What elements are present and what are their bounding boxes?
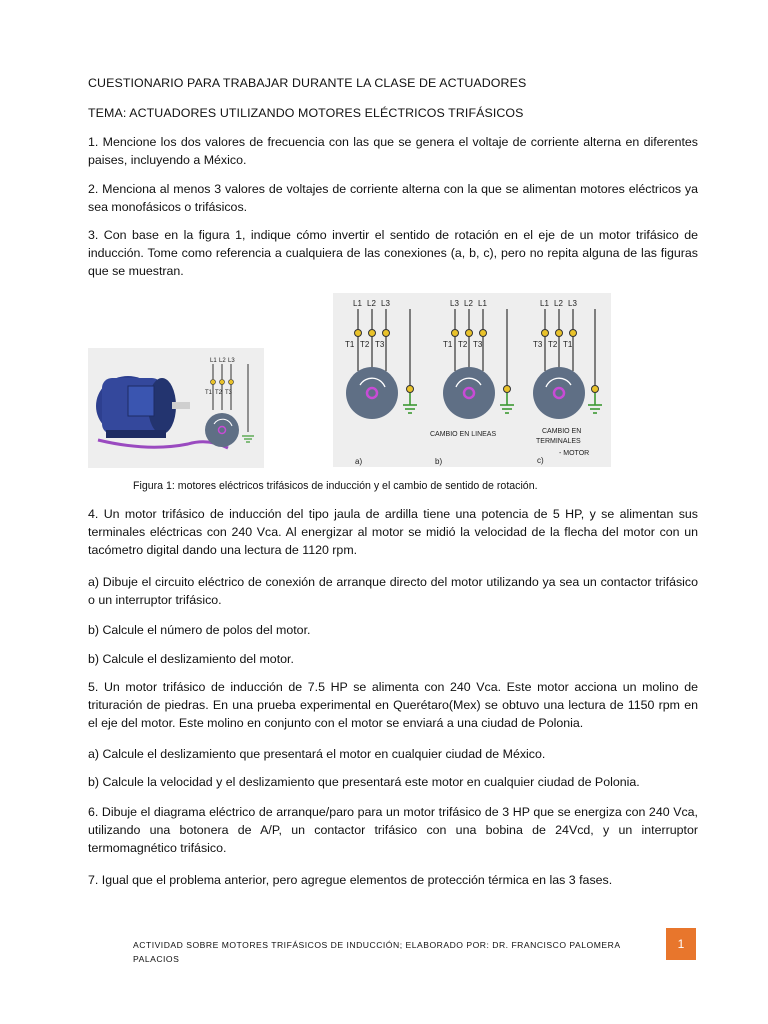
c-term-3: T1 <box>563 340 573 349</box>
question-4: 4. Un motor trifásico de inducción del tipo jaula de ardilla tiene una potencia de 5 HP, y se alimentan sus terminales eléctricas con 240 Vca. Al energizar al motor se midió la velocidad de la flecha del motor con un tacómetro digital dando una lectura de 1120 rpm. <box>88 507 698 557</box>
question-1: 1. Mencione los dos valores de frecuencia con las que se genera el voltaje de corriente alterna en diferentes paises, incluyendo a México. <box>88 135 698 167</box>
panel-a-label: a) <box>355 457 363 466</box>
c-term-2: T2 <box>548 340 558 349</box>
page-footer: ACTIVIDAD SOBRE MOTORES TRIFÁSICOS DE INDUCCIÓN; ELABORADO POR: DR. FRANCISCO PALOMERA PALACIOS <box>133 940 621 964</box>
question-3: 3. Con base en la figura 1, indique cómo invertir el sentido de rotación en el eje de un motor trifásico de inducción. Tome como referencia a cualquiera de las conexiones (a, b, c), pero no repita alguna de las figuras que se muestran. <box>88 228 698 278</box>
small-term-T3: T3 <box>225 390 233 396</box>
c-line-2: L2 <box>554 299 563 308</box>
question-6: 6. Dibuje el diagrama eléctrico de arranque/paro para un motor trifásico de 3 HP que se energiza con 240 Vca, utilizando una botonera de A/P, un contactor trifásico con una bobina de 24Vcd, y un interruptor termomagnético trifásico. <box>88 805 698 855</box>
b-line-1: L3 <box>450 299 459 308</box>
question-4a: a) Dibuje el circuito eléctrico de conexión de arranque directo del motor utilizando ya sea un contactor trifásico o un interruptor trifásico. <box>88 575 698 607</box>
question-7: 7. Igual que el problema anterior, pero agregue elementos de protección térmica en las 3 fases. <box>88 873 613 887</box>
question-4b-poles: b) Calcule el número de polos del motor. <box>88 623 311 637</box>
question-2: 2. Menciona al menos 3 valores de voltajes de corriente alterna con la que se alimentan motores eléctricos ya sea monofásicos o trifásicos. <box>88 182 698 214</box>
b-term-3: T3 <box>473 340 483 349</box>
question-5: 5. Un motor trifásico de inducción de 7.5 HP se alimenta con 240 Vca. Este motor acciona un molino de trituración de piedras. En una prueba experimental en Querétaro(Mex) se obtuvo una lectura de 1150 rpm en el eje del motor. Este molino en conjunto con el motor se enviará a una ciudad de Polonia. <box>88 680 698 730</box>
question-4b-slip: b) Calcule el deslizamiento del motor. <box>88 652 294 666</box>
document-topic: TEMA: ACTUADORES UTILIZANDO MOTORES ELÉCTRICOS TRIFÁSICOS <box>88 106 524 120</box>
a-line-3: L3 <box>381 299 390 308</box>
panel-c-note-3: - MOTOR <box>559 450 590 457</box>
question-5a: a) Calcule el deslizamiento que presentará el motor en cualquier ciudad de México. <box>88 747 546 761</box>
panel-b-label: b) <box>435 457 443 466</box>
small-line-L2: L2 <box>219 358 226 364</box>
small-line-L3: L3 <box>228 358 235 364</box>
b-term-2: T2 <box>458 340 468 349</box>
a-line-2: L2 <box>367 299 376 308</box>
page-number: 1 <box>666 928 696 960</box>
b-line-2: L2 <box>464 299 473 308</box>
c-term-1: T3 <box>533 340 543 349</box>
document-title: CUESTIONARIO PARA TRABAJAR DURANTE LA CLASE DE ACTUADORES <box>88 76 527 90</box>
c-line-3: L3 <box>568 299 577 308</box>
figure-caption: Figura 1: motores eléctricos trifásicos de inducción y el cambio de sentido de rotación. <box>133 480 538 492</box>
motor-photo-figure <box>88 348 264 468</box>
panel-c-label: c) <box>537 456 544 465</box>
a-term-1: T1 <box>345 340 355 349</box>
panel-c-note-1: CAMBIO EN <box>542 428 582 435</box>
b-term-1: T1 <box>443 340 453 349</box>
c-line-1: L1 <box>540 299 549 308</box>
rotation-connections-figure <box>333 293 611 467</box>
panel-c-note-2: TERMINALES <box>536 438 581 445</box>
question-5b: b) Calcule la velocidad y el deslizamiento que presentará este motor en cualquier ciudad de Polonia. <box>88 775 640 789</box>
panel-b-note: CAMBIO EN LINEAS <box>430 431 497 438</box>
small-term-T2: T2 <box>215 390 223 396</box>
b-line-3: L1 <box>478 299 487 308</box>
small-term-T1: T1 <box>205 390 213 396</box>
small-line-L1: L1 <box>210 358 217 364</box>
a-line-1: L1 <box>353 299 362 308</box>
a-term-3: T3 <box>375 340 385 349</box>
a-term-2: T2 <box>360 340 370 349</box>
